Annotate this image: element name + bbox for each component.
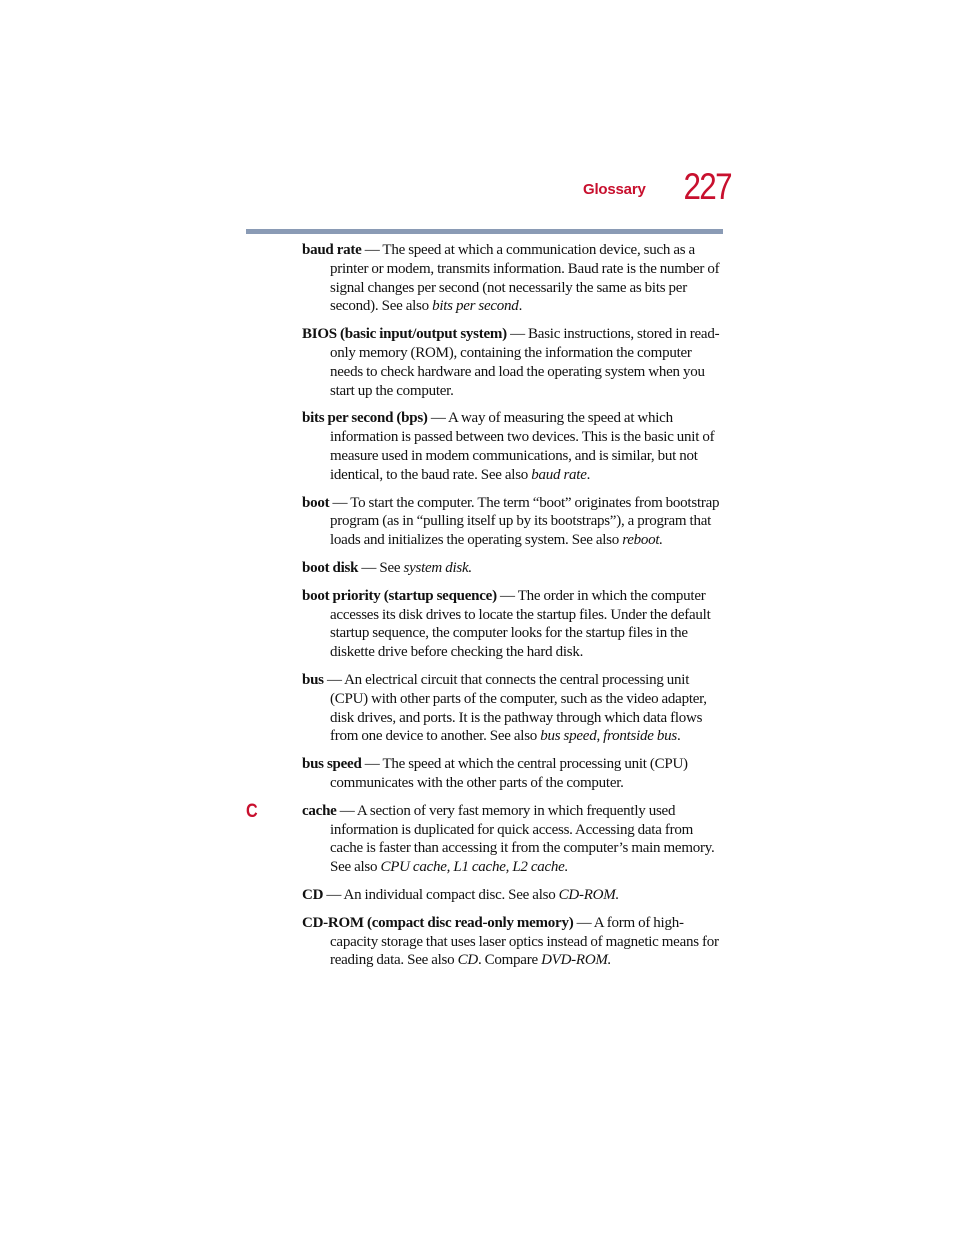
cross-reference: CD <box>457 952 478 969</box>
glossary-term: cache <box>302 802 337 819</box>
glossary-entry <box>302 755 726 793</box>
cross-reference: DVD-ROM. <box>541 952 612 969</box>
section-title: Glossary <box>583 181 646 198</box>
definition-text: — The speed at which a communication device, such as a printer or modem, transmits information. Baud rate is the number of signal changes per second (not necessarily the same as bits per second). See also <box>330 242 720 315</box>
glossary-term: bits per second (bps) <box>302 410 428 427</box>
glossary-term: bus speed <box>302 756 362 773</box>
definition-text: . Compare <box>477 952 542 969</box>
definition-text: — The order in which the computer accesses its disk drives to locate the startup files. Under the default startup sequence, the computer looks for the startup files in the diskette drive before checking the hard disk. <box>330 587 711 661</box>
glossary-entries <box>302 241 726 979</box>
letter-tab: C <box>246 801 258 822</box>
definition-text: , <box>596 728 604 745</box>
definition-text: . <box>518 298 523 315</box>
definition-text: — See <box>358 559 404 576</box>
definition-text: . <box>586 466 591 483</box>
header-rule <box>246 229 723 234</box>
glossary-entry <box>302 494 726 550</box>
glossary-entry <box>302 587 726 662</box>
cross-reference: bus speed <box>540 728 597 745</box>
definition-text: — To start the computer. The term “boot” originates from bootstrap program (as in “pulling itself up by its bootstraps”), a program that loads and initializes the operating system. See also <box>329 494 720 549</box>
glossary-entry <box>302 671 726 746</box>
definition-text: — An electrical circuit that connects the central processing unit (CPU) with other parts of the computer, such as the video adapter, disk drives, and ports. It is the pathway through which data flows from one device to another. See also <box>323 671 707 745</box>
glossary-entry <box>302 409 726 484</box>
glossary-entry <box>302 325 726 400</box>
glossary-term: boot <box>302 494 330 511</box>
cross-reference: CPU cache, L1 cache, L2 cache. <box>380 859 569 876</box>
glossary-term: boot disk <box>302 559 359 576</box>
cross-reference: frontside bus <box>603 728 677 745</box>
glossary-entry <box>302 241 726 316</box>
definition-text: — An individual compact disc. See also <box>323 886 559 903</box>
glossary-entry <box>302 802 726 877</box>
definition-text: — Basic instructions, stored in read-only memory (ROM), containing the information the computer needs to check hardware and load the operating system when you start up the computer. <box>330 326 720 399</box>
definition-text: . <box>676 728 681 745</box>
glossary-term: boot priority (startup sequence) <box>302 587 497 604</box>
cross-reference: CD-ROM. <box>558 886 619 903</box>
definition-text: — A way of measuring the speed at which information is passed between two devices. This is the basic unit of measure used in modem communications, and is similar, but not identical, to the baud rate. See also <box>330 410 715 483</box>
glossary-entry <box>302 559 726 578</box>
definition-text: — A section of very fast memory in which frequently used information is duplicated for quick access. Accessing data from cache is faster than accessing it from the computer’s main memory. See also <box>330 802 715 876</box>
cross-reference: bits per second <box>432 298 519 315</box>
definition-text: — A form of high-capacity storage that uses laser optics instead of magnetic means for reading data. See also <box>330 914 719 969</box>
glossary-term: CD <box>302 886 324 903</box>
page-number: 227 <box>683 166 731 207</box>
glossary-entry <box>302 886 726 905</box>
cross-reference: baud rate <box>531 466 587 483</box>
cross-reference: system disk. <box>403 559 472 576</box>
cross-reference: reboot. <box>622 532 663 549</box>
definition-text: — The speed at which the central processing unit (CPU) communicates with the other parts of the computer. <box>330 756 688 791</box>
glossary-term: BIOS (basic input/output system) <box>302 326 507 343</box>
glossary-term: baud rate <box>302 242 362 258</box>
glossary-term: bus <box>302 671 324 688</box>
glossary-entry <box>302 914 726 970</box>
glossary-term: CD-ROM (compact disc read-only memory) <box>302 914 574 931</box>
